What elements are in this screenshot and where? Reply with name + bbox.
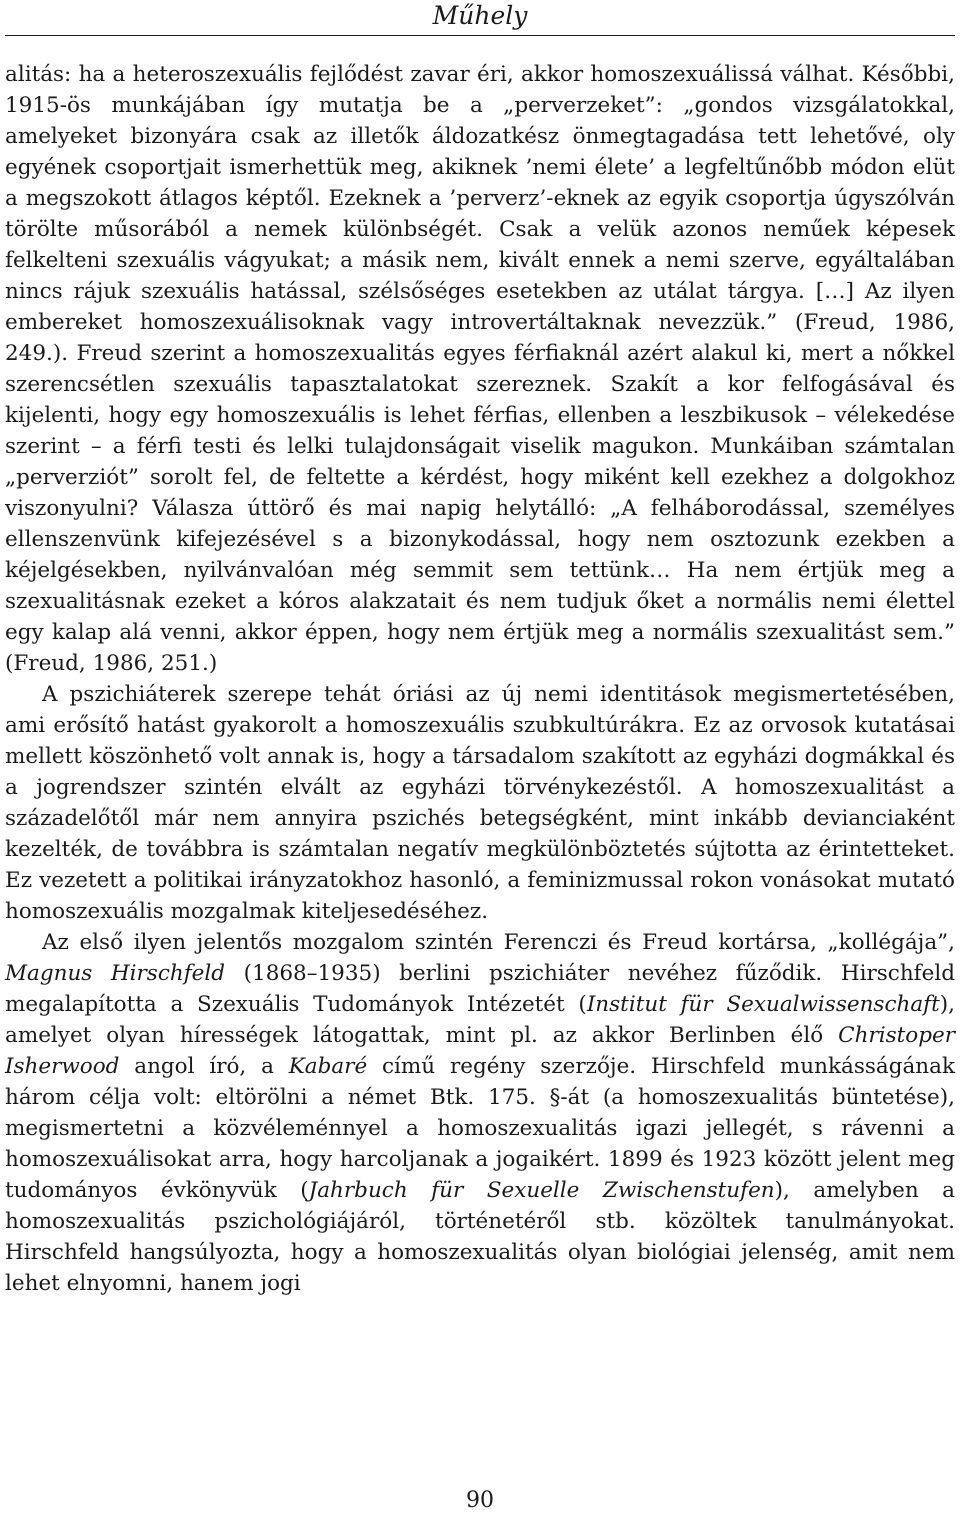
- body-text: [5, 59, 955, 1299]
- p3-italic-name-hirschfeld: Magnus Hirschfeld: [5, 961, 226, 986]
- paragraph-3: [5, 927, 955, 1299]
- header-rule: [5, 35, 955, 36]
- p2-text: A pszichiáterek szerepe tehát óriási az új nemi identitások megismertetésében, ami erősítő hatást gyakorolt a homoszexuális szubkultúrákra. Ez az orvosok kutatásai mellett köszönhető volt annak is, hogy a társadalom szakított az egyházi dogmákkal és a jogrendszer szintén elvált az egyházi törvénykezéstől. A homoszexualitást a századelőtől már nem annyira pszichés betegségként, mint inkább devianciaként kezelték, de továbbra is számtalan negatív megkülönböztetés sújtotta az érintetteket. Ez vezetett a politikai irányzatokhoz hasonló, a feminizmussal rokon vonásokat mutató homoszexuális mozgalmak kiteljesedéséhez.: [5, 682, 955, 924]
- paragraph-1: [5, 59, 955, 679]
- p3-italic-institute: Institut für Sexualwissenschaft: [586, 992, 940, 1017]
- page-number: 90: [466, 1488, 494, 1513]
- p3-text-2: (1868–1935) berlini pszichiáter nevéhez fűződik. Hirschfeld megalapította a Szexuális Tudományok Intézetét (: [5, 961, 955, 1017]
- p3-text-1: Az első ilyen jelentős mozgalom szintén Ferenczi és Freud kortársa, „kollégája”,: [42, 930, 955, 955]
- p3-text-4: angol író, a: [119, 1054, 289, 1079]
- p3-italic-kabare: Kabaré: [288, 1054, 368, 1079]
- p1-text: alitás: ha a heteroszexuális fejlődést zavar éri, akkor homoszexuálissá válhat. Későbbi, 1915-ös munkájában így mutatja be a „perverzeket”: „gondos vizsgálatokkal, amelyeket bizonyára csak az illetők áldozatkész önmegtagadása tett lehetővé, oly egyének csoportjait ismerhettük meg, akiknek ’nemi élete’ a legfeltűnőbb módon elüt a megszokott átlagos képtől. Ezeknek a ’perverz’-eknek az egyik csoportja úgyszólván törölte műsorából a nemek különbségét. Csak a velük azonos neműek képesek felkelteni szexuális vágyukat; a másik nem, kivált ennek a nemi szerve, egyáltalában nincs rájuk szexuális hatással, szélsőséges esetekben az utálat tárgya. […] Az ilyen embereket homoszexuálisoknak vagy introvertáltaknak nevezzük.” (Freud, 1986, 249.). Freud szerint a homoszexualitás egyes férfiaknál azért alakul ki, mert a nőkkel szerencsétlen szexuális tapasztalatokat szereznek. Szakít a kor felfogásával és kijelenti, hogy egy homoszexuális is lehet férfias, ellenben a leszbikusok – vélekedése szerint – a férfi testi és lelki tulajdonságait viselik magukon. Munkáiban számtalan „perverziót” sorolt fel, de feltette a kérdést, hogy miként kell ezekhez a dolgokhoz viszonyulni? Válasza úttörő és mai napig helytálló: „A felháborodással, személyes ellenszenvünk kifejezésével s a bizonykodással, hogy nem osztozunk ezekben a kéjelgésekben, nyilvánvalóan még semmit sem tettünk… Ha nem értjük meg a szexualitásnak ezeket a kóros alakzatait és nem tudjuk őket a normális nemi élettel egy kalap alá venni, akkor éppen, hogy nem értjük meg a normális szexualitást sem.” (Freud, 1986, 251.): [5, 62, 955, 676]
- p3-text-6: ), amelyben a homoszexualitás pszichológiájáról, történetéről stb. közöltek tanulmányokat. Hirschfeld hangsúlyozta, hogy a homoszexualitás olyan biológiai jelenség, amit nem lehet elnyomni, hanem jogi: [5, 1178, 955, 1296]
- p3-italic-name-isherwood: Christoper Isherwood: [5, 1023, 955, 1079]
- p3-italic-jahrbuch: Jahrbuch für Sexuelle Zwischenstufen: [308, 1178, 775, 1203]
- p3-text-3: ), amelyet olyan hírességek látogattak, mint pl. az akkor Berlinben élő: [5, 992, 956, 1048]
- p3-text-5: című regény szerzője. Hirschfeld munkásságának három célja volt: eltörölni a német Btk. 175. §-át (a homoszexualitás büntetése), megismertetni a közvéleménnyel a homoszexualitás igazi jellegét, s rávenni a homoszexuálisokat arra, hogy harcoljanak a jogaikért. 1899 és 1923 között jelent meg tudományos évkönyvük (: [5, 1054, 955, 1203]
- running-head: Műhely: [432, 1, 528, 30]
- paragraph-2: [5, 679, 955, 927]
